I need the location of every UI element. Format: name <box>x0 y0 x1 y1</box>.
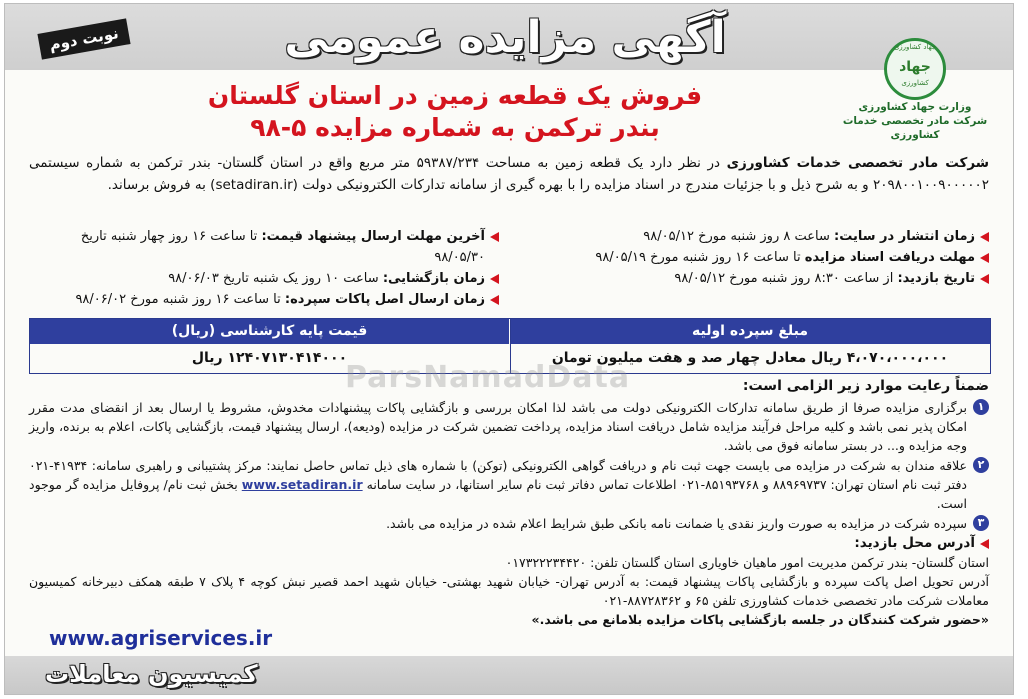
visit-address: استان گلستان- بندر ترکمن مدیریت امور ماهیان خاویاری استان گلستان تلفن: ۰۱۷۳۲۲۲۳۴۴۲۰ <box>505 555 989 570</box>
emblem-word: جهاد <box>899 59 931 75</box>
deposit-value: ۴،۰۷۰،۰۰۰،۰۰۰ ریال معادل چهار صد و هفت میلیون تومان <box>551 350 949 366</box>
ad-sheet <box>4 3 1014 695</box>
watermark: ParsNamadData <box>345 360 631 395</box>
requirement-tail: بخش ثبت نام/ پروفایل مزایده گر موجود است. <box>29 477 967 511</box>
date-value: از ساعت ۸:۳۰ روز شنبه مورخ ۹۸/۰۵/۱۲ <box>674 271 894 286</box>
company-name: شرکت مادر تخصصی خدمات کشاورزی <box>842 115 988 141</box>
ministry-name: وزارت جهاد کشاورزی <box>858 101 972 113</box>
date-value: ساعت ۸ روز شنبه مورخ ۹۸/۰۵/۱۲ <box>643 229 830 244</box>
intro-text: در نظر دارد یک قطعه زمین به مساحت ۵۹۳۸۷/۲۳۴ متر مربع واقع در استان گلستان- بندر ترکمن به شماره سیستمی ۲۰۹۸۰۰۱۰۰۹۰۰۰۰۰۲ و به شرح ذیل و با جزئیات مندرج در اسناد مزایده را با بهره گیری از سامانه تدارکات الکترونیکی دولت (setadiran.ir) به فروش برساند. <box>29 155 989 193</box>
date-row-opening <box>29 268 499 289</box>
jahad-emblem-icon <box>884 38 946 100</box>
requirement-text: علاقه مندان به شرکت در مزایده می بایست جهت ثبت نام و دریافت گواهی الکترونیکی (توکن) با شماره های ذیل تماس حاصل نمایند: مرکز پشتیبانی و راهبری سامانه: ۴۱۹۳۴-۰۲۱ دفتر ثبت نام استان تهران: ۸۸۹۶۹۷۳۷ و ۸۵۱۹۳۷۶۸-۰۲۱ اطلاعات تماس دفاتر ثبت نام سایر استانها، در سایت سامانه <box>29 458 967 492</box>
date-label: تاریخ بازدید: <box>897 271 975 286</box>
list-item <box>29 456 989 513</box>
page-title: آگهی مزایده عمومی <box>284 11 726 63</box>
date-value: تا ساعت ۱۶ روز چهار شنبه تاریخ ۹۸/۰۵/۳۰ <box>80 229 485 265</box>
round-badge: نوبت دوم <box>37 18 130 59</box>
list-item <box>29 398 989 455</box>
closing-note: «حضور شرکت کنندگان در جلسه بازگشایی پاکات مزایده بلامانع می باشد.» <box>531 612 989 627</box>
date-label: زمان بازگشایی: <box>382 271 485 286</box>
dates-left-column <box>29 226 499 310</box>
auction-subtitle <box>125 80 785 144</box>
ministry-logo <box>835 38 995 148</box>
number-badge: ۳ <box>973 515 989 531</box>
visit-address-title: آدرس محل بازدید: <box>29 534 989 553</box>
subtitle-line-2: بندر ترکمن به شماره مزایده ۵-۹۸ <box>250 113 660 142</box>
date-label: زمان انتشار در سایت: <box>834 229 975 244</box>
header-deposit: مبلغ سپرده اولیه <box>510 319 990 344</box>
date-row-publish <box>509 226 989 247</box>
date-label: مهلت دریافت اسناد مزایده <box>804 250 975 265</box>
date-label: آخرین مهلت ارسال پیشنهاد قیمت: <box>261 229 485 244</box>
emblem-top-text: جهاد کشاورزی <box>893 43 937 51</box>
delivery-address: آدرس تحویل اصل پاکت سپرده و بازگشایی پاکات پیشنهاد قیمت: به آدرس تهران- خیابان شهید بهشتی- خیابان شهید احمد قصیر نبش کوچه ۴ پلاک ۷ طبقه همکف دبیرخانه کمیسیون معاملات شرکت مادر تخصصی خدمات کشاورزی تلفن ۶۵ و ۸۸۷۲۸۳۶۲-۰۲۱ <box>29 574 989 608</box>
date-label: زمان ارسال اصل پاکات سپرده: <box>284 292 485 307</box>
date-row-deposit-delivery <box>29 289 499 310</box>
requirements-list <box>29 398 989 629</box>
footer-commission: کمیسیون معاملات <box>45 660 258 688</box>
intro-paragraph <box>29 152 989 196</box>
base-price-value: ۱۲۴۰۷۱۳۰۴۱۴۰۰۰ ریال <box>191 350 348 366</box>
date-value: تا ساعت ۱۶ روز شنبه مورخ ۹۸/۰۵/۱۹ <box>595 250 801 265</box>
number-badge: ۱ <box>973 399 989 415</box>
date-value: تا ساعت ۱۶ روز شنبه مورخ ۹۸/۰۶/۰۲ <box>75 292 281 307</box>
date-row-visit <box>509 268 989 289</box>
website-link[interactable]: www.agriservices.ir <box>49 626 273 650</box>
intro-company: شرکت مادر تخصصی خدمات کشاورزی <box>726 155 990 171</box>
dates-right-column <box>509 226 989 289</box>
requirement-text: سپرده شرکت در مزایده به صورت واریز نقدی یا ضمانت نامه بانکی طبق شرایط اعلام شده در مزایده می باشد. <box>386 516 967 531</box>
list-item <box>29 514 989 533</box>
emblem-sub-text: کشاورزی <box>901 79 929 87</box>
requirements-title: ضمناً رعایت موارد زیر الزامی است: <box>742 378 989 394</box>
header-base-price: قیمت پایه کارشناسی (ریال) <box>30 319 509 344</box>
number-badge: ۲ <box>973 457 989 473</box>
date-row-documents <box>509 247 989 268</box>
subtitle-line-1: فروش یک قطعه زمین در استان گلستان <box>207 81 703 110</box>
setadiran-link[interactable]: www.setadiran.ir <box>241 477 363 492</box>
date-row-bid-deadline <box>29 226 499 268</box>
requirement-text: برگزاری مزایده صرفا از طریق سامانه تدارکات الکترونیکی دولت می باشد لذا امکان بررسی و بازگشایی پاکات پیشنهادات مخدوش، مشروط یا ارسال بعد از انقضای مدت مقرر امکان پذیر نمی باشد و کلیه مراحل فرآیند مزایده شامل دریافت اسناد مزایده، پرداخت تضمین شرکت در مزایده (ودیعه)، ارسال پیشنهاد قیمت، بازگشایی پاکات، اعلام به برنده، واریز وجه مزایده و... در بستر سامانه فوق می باشد. <box>29 400 967 453</box>
date-value: ساعت ۱۰ روز یک شنبه تاریخ ۹۸/۰۶/۰۳ <box>168 271 379 286</box>
